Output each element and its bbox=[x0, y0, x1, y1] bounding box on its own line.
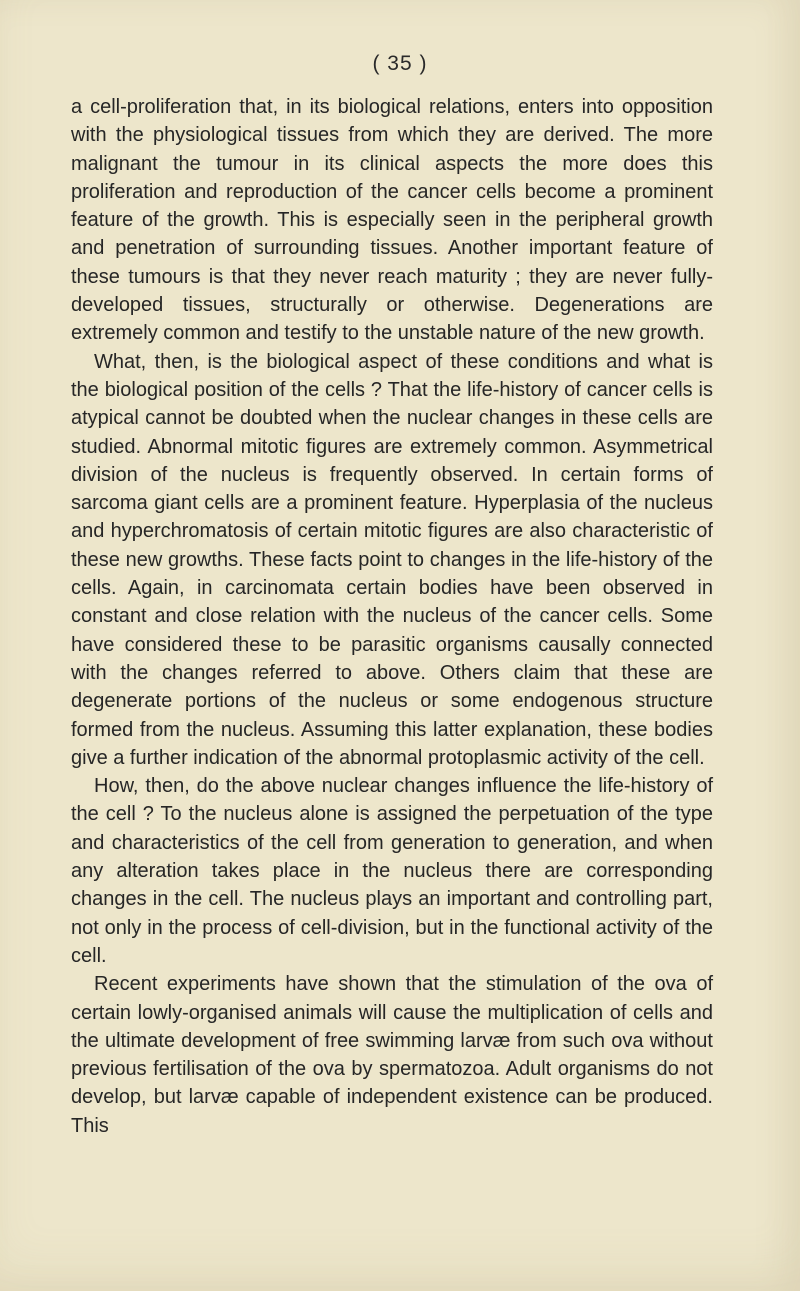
paragraph-2: What, then, is the biological aspect of these conditions and what is the biological position of the cells ? That the life-history of cancer cells is atypical cannot be doubted when the nuclear changes in these cells are studied. Abnormal mitotic figures are extremely common. Asymmetrical division of the nucleus is frequently observed. In certain forms of sarcoma giant cells are a prominent feature. Hyperplasia of the nucleus and hyperchromatosis of certain mitotic figures are also characteristic of these new growths. These facts point to changes in the life-history of the cells. Again, in carcinomata certain bodies have been observed in constant and close relation with the nucleus of the cancer cells. Some have considered these to be parasitic organisms causally connected with the changes referred to above. Others claim that these are degenerate portions of the nucleus or some endogenous structure formed from the nucleus. Assuming this latter explanation, these bodies give a further indication of the abnormal protoplasmic activity of the cell. bbox=[71, 350, 713, 769]
body-text bbox=[71, 93, 713, 1140]
page-number: ( 35 ) bbox=[372, 52, 428, 75]
paragraph-3: How, then, do the above nuclear changes influence the life-history of the cell ? To the nucleus alone is assigned the perpetuation of the type and characteristics of the cell from generation to generation, and when any alteration takes place in the nucleus there are corresponding changes in the cell. The nucleus plays an important and controlling part, not only in the process of cell-division, but in the functional activity of the cell. bbox=[71, 775, 713, 967]
paragraph-1: a cell-proliferation that, in its biological relations, enters into opposition with the physiological tissues from which they are derived. The more malignant the tumour in its clinical aspects the more does this proliferation and reproduction of the cancer cells become a prominent feature of the growth. This is especially seen in the peripheral growth and penetration of surrounding tissues. Another important feature of these tumours is that they never reach maturity ; they are never fully-developed tissues, structurally or otherwise. Degenerations are extremely common and testify to the unstable nature of the new growth. bbox=[71, 96, 713, 345]
paragraph-4: Recent experiments have shown that the stimulation of the ova of certain lowly-organised animals will cause the multiplication of cells and the ultimate development of free swimming larvæ from such ova without previous fertilisation of the ova by spermatozoa. Adult organisms do not develop, but larvæ capable of independent existence can be produced. This bbox=[71, 973, 713, 1137]
